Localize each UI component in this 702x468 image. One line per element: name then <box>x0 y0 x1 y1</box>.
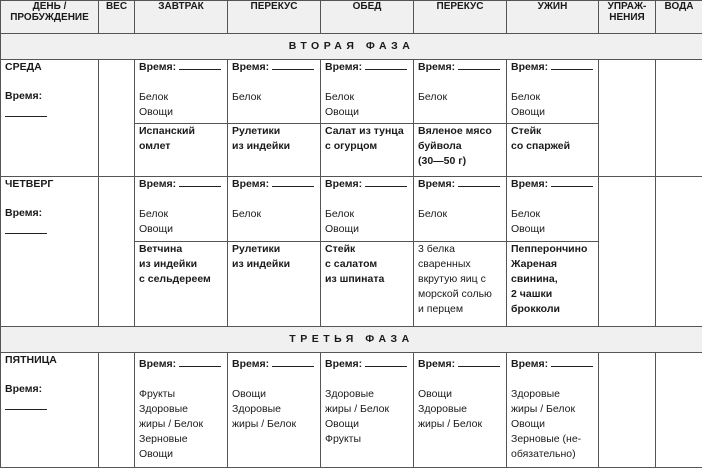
food-group-line: Овощи <box>511 418 545 430</box>
food-group-line: Белок <box>232 208 262 220</box>
food-groups <box>232 90 316 105</box>
water-cell[interactable] <box>656 353 702 468</box>
day-name: СРЕДА <box>5 61 42 73</box>
wake-time-field[interactable] <box>5 221 47 234</box>
meal-time <box>139 357 223 372</box>
dish-line: Жареная <box>511 258 558 270</box>
food-group-line: Овощи <box>325 106 359 118</box>
dish-line: из шпината <box>325 273 385 285</box>
food-groups <box>511 387 594 462</box>
header-snack-1: ПЕРЕКУС <box>228 1 321 34</box>
time-field[interactable] <box>365 60 407 70</box>
food-group-line: Фрукты <box>139 388 176 400</box>
food-group-line: жиры / Белок <box>325 403 390 415</box>
dish-line: из индейки <box>139 258 198 270</box>
food-group-line: Овощи <box>232 388 266 400</box>
time-field[interactable] <box>551 357 593 367</box>
wake-time-field[interactable] <box>5 104 47 117</box>
dish-line: Салат из тунца <box>325 125 404 137</box>
dish-line: с огурцом <box>325 140 378 152</box>
dish-cell-breakfast <box>135 242 228 327</box>
day-row <box>1 177 702 242</box>
meal-time <box>139 60 223 75</box>
food-group-line: Зерновые (не- <box>511 433 582 445</box>
dish-line: свинина, <box>511 273 558 285</box>
food-group-line: Овощи <box>511 223 545 235</box>
weight-cell[interactable] <box>99 353 135 468</box>
time-field[interactable] <box>458 177 500 187</box>
meal-cell-lunch[interactable] <box>321 353 414 468</box>
dish-line: буйвола <box>418 140 462 152</box>
food-group-line: Овощи <box>139 448 173 460</box>
food-group-line: Белок <box>511 208 541 220</box>
food-group-line: Белок <box>511 91 541 103</box>
meal-cell-lunch[interactable] <box>321 60 414 124</box>
food-group-line: Овощи <box>511 106 545 118</box>
dish-cell-lunch <box>321 124 414 177</box>
meal-cell-snack-1[interactable] <box>228 353 321 468</box>
food-group-line: Белок <box>325 208 355 220</box>
food-groups <box>418 387 502 432</box>
header-day: ДЕНЬ / ПРОБУЖДЕНИЕ <box>1 1 99 34</box>
food-group-line: Здоровые <box>511 388 560 400</box>
dish-cell-lunch <box>321 242 414 327</box>
header-water: ВОДА <box>656 1 702 34</box>
time-field[interactable] <box>551 60 593 70</box>
food-group-line: Здоровые <box>139 403 188 415</box>
food-group-line: жиры / Белок <box>418 418 483 430</box>
day-cell[interactable] <box>1 60 99 177</box>
wake-time-label: Время: <box>5 383 43 395</box>
dish-line: сваренных <box>418 258 471 270</box>
time-label: Время: <box>418 61 456 73</box>
dish-cell-dinner <box>507 124 599 177</box>
header-lunch: ОБЕД <box>321 1 414 34</box>
dish-line: со спаржей <box>511 140 571 152</box>
meal-cell-breakfast[interactable] <box>135 60 228 124</box>
time-field[interactable] <box>272 177 314 187</box>
header-dinner: УЖИН <box>507 1 599 34</box>
food-groups <box>232 387 316 432</box>
exercise-cell[interactable] <box>599 177 656 327</box>
dish-cell-breakfast <box>135 124 228 177</box>
meal-time <box>418 60 502 75</box>
meal-cell-dinner[interactable] <box>507 353 599 468</box>
phase-title: ВТОРАЯ ФАЗА <box>1 34 702 60</box>
exercise-cell[interactable] <box>599 60 656 177</box>
meal-cell-snack-2[interactable] <box>414 60 507 124</box>
time-field[interactable] <box>179 357 221 367</box>
meal-cell-breakfast[interactable] <box>135 353 228 468</box>
meal-cell-snack-1[interactable] <box>228 60 321 124</box>
dish-line: 2 чашки <box>511 288 553 300</box>
time-label: Время: <box>232 358 270 370</box>
meal-time <box>511 60 594 75</box>
time-field[interactable] <box>272 357 314 367</box>
header-weight: ВЕС <box>99 1 135 34</box>
food-group-line: Зерновые <box>139 433 188 445</box>
food-group-line: Фрукты <box>325 433 362 445</box>
dish-cell-snack-1 <box>228 124 321 177</box>
meal-cell-snack-1[interactable] <box>228 177 321 242</box>
day-name: ЧЕТВЕРГ <box>5 178 54 190</box>
meal-cell-breakfast[interactable] <box>135 177 228 242</box>
header-row <box>1 1 702 34</box>
food-group-line: Белок <box>232 91 262 103</box>
food-groups <box>139 387 223 462</box>
dish-line: из индейки <box>232 140 291 152</box>
header-breakfast: ЗАВТРАК <box>135 1 228 34</box>
header-snack-2: ПЕРЕКУС <box>414 1 507 34</box>
water-cell[interactable] <box>656 177 702 327</box>
dish-line: Ветчина <box>139 243 183 255</box>
weight-cell[interactable] <box>99 60 135 177</box>
food-groups <box>418 207 502 222</box>
time-label: Время: <box>232 61 270 73</box>
dish-line: Стейк <box>511 125 542 137</box>
dish-line: морской солью <box>418 288 492 300</box>
time-label: Время: <box>325 61 363 73</box>
dish-cell-snack-1 <box>228 242 321 327</box>
time-field[interactable] <box>179 60 221 70</box>
meal-cell-snack-2[interactable] <box>414 353 507 468</box>
meal-cell-dinner[interactable] <box>507 177 599 242</box>
time-field[interactable] <box>458 357 500 367</box>
food-group-line: Овощи <box>418 388 452 400</box>
time-field[interactable] <box>365 357 407 367</box>
day-row <box>1 353 702 468</box>
food-group-line: Овощи <box>325 223 359 235</box>
wake-time-label: Время: <box>5 207 43 219</box>
exercise-cell[interactable] <box>599 353 656 468</box>
dish-line: вкрутую яиц с <box>418 273 486 285</box>
phase-row <box>1 34 702 60</box>
time-label: Время: <box>325 178 363 190</box>
food-group-line: обязательно) <box>511 448 576 460</box>
meal-time <box>325 177 409 192</box>
dish-line: Рулетики <box>232 125 281 137</box>
dish-line: Пепперончино <box>511 243 588 255</box>
dish-cell-dinner <box>507 242 599 327</box>
food-groups <box>325 387 409 447</box>
food-group-line: Белок <box>325 91 355 103</box>
weight-cell[interactable] <box>99 177 135 327</box>
dish-line: омлет <box>139 140 171 152</box>
food-group-line: Белок <box>418 208 448 220</box>
meal-time <box>139 177 223 192</box>
food-groups <box>325 207 409 237</box>
meal-time <box>511 357 594 372</box>
dish-cell-snack-2 <box>414 242 507 327</box>
time-label: Время: <box>139 178 177 190</box>
food-group-line: Белок <box>139 91 169 103</box>
food-groups <box>418 90 502 105</box>
food-group-line: Овощи <box>139 223 173 235</box>
dish-line: с сельдереем <box>139 273 211 285</box>
day-cell[interactable] <box>1 177 99 327</box>
food-group-line: жиры / Белок <box>139 418 204 430</box>
meal-cell-dinner[interactable] <box>507 60 599 124</box>
food-group-line: Здоровые <box>325 388 374 400</box>
time-label: Время: <box>139 61 177 73</box>
food-group-line: Овощи <box>325 418 359 430</box>
food-groups <box>511 90 594 120</box>
time-label: Время: <box>418 358 456 370</box>
time-field[interactable] <box>458 60 500 70</box>
time-label: Время: <box>511 358 549 370</box>
food-group-line: жиры / Белок <box>232 418 297 430</box>
dish-line: Вяленое мясо <box>418 125 492 137</box>
phase-row <box>1 327 702 353</box>
meal-time <box>325 60 409 75</box>
water-cell[interactable] <box>656 60 702 177</box>
food-groups <box>232 207 316 222</box>
food-group-line: жиры / Белок <box>511 403 576 415</box>
food-groups <box>325 90 409 120</box>
meal-time <box>325 357 409 372</box>
time-label: Время: <box>232 178 270 190</box>
time-label: Время: <box>511 178 549 190</box>
time-label: Время: <box>139 358 177 370</box>
dish-line: (30—50 г) <box>418 155 467 167</box>
wake-time-field[interactable] <box>5 397 47 410</box>
meal-time <box>418 357 502 372</box>
day-row <box>1 60 702 124</box>
food-group-line: Белок <box>139 208 169 220</box>
time-field[interactable] <box>551 177 593 187</box>
time-label: Время: <box>325 358 363 370</box>
dish-line: Рулетики <box>232 243 281 255</box>
time-field[interactable] <box>365 177 407 187</box>
time-field[interactable] <box>272 60 314 70</box>
meal-cell-lunch[interactable] <box>321 177 414 242</box>
meal-time <box>232 60 316 75</box>
phase-title: ТРЕТЬЯ ФАЗА <box>1 327 702 353</box>
time-label: Время: <box>418 178 456 190</box>
day-cell[interactable] <box>1 353 99 468</box>
day-name: ПЯТНИЦА <box>5 354 57 366</box>
meal-cell-snack-2[interactable] <box>414 177 507 242</box>
food-groups <box>139 207 223 237</box>
time-field[interactable] <box>179 177 221 187</box>
time-label: Время: <box>511 61 549 73</box>
meal-time <box>232 357 316 372</box>
meal-time <box>511 177 594 192</box>
dish-cell-snack-2 <box>414 124 507 177</box>
food-group-line: Здоровые <box>418 403 467 415</box>
food-groups <box>511 207 594 237</box>
meal-time <box>418 177 502 192</box>
food-group-line: Здоровые <box>232 403 281 415</box>
dish-line: 3 белка <box>418 243 455 255</box>
dish-line: Испанский <box>139 125 195 137</box>
food-group-line: Белок <box>418 91 448 103</box>
dish-line: и перцем <box>418 303 464 315</box>
dish-line: Стейк <box>325 243 356 255</box>
wake-time-label: Время: <box>5 90 43 102</box>
food-groups <box>139 90 223 120</box>
food-group-line: Овощи <box>139 106 173 118</box>
meal-time <box>232 177 316 192</box>
header-exercise: УПРАЖ- НЕНИЯ <box>599 1 656 34</box>
dish-line: брокколи <box>511 303 560 315</box>
dish-line: с салатом <box>325 258 378 270</box>
dish-line: из индейки <box>232 258 291 270</box>
